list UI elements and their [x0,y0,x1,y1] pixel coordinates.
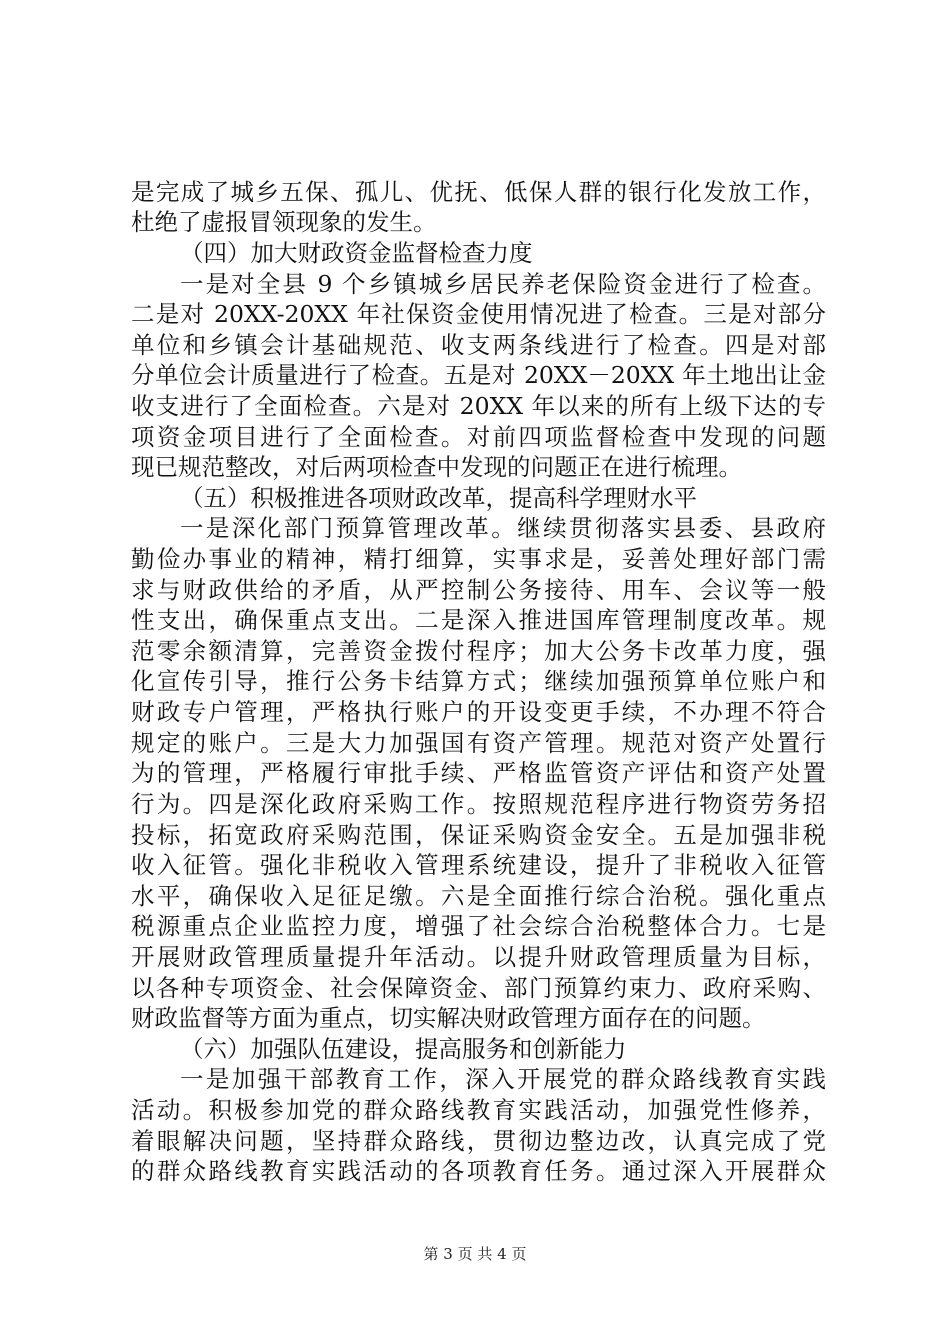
body-line: 现已规范整改，对后两项检查中发现的问题正在进行梳理。 [131,453,742,481]
body-line: 勤俭办事业的精神，精打细算，实事求是，妥善处理好部门需 [131,545,826,573]
body-line: 一是对全县 9 个乡镇城乡居民养老保险资金进行了检查。 [180,270,826,298]
body-line: 一是加强干部教育工作，深入开展党的群众路线教育实践 [180,1065,826,1093]
body-line: 规定的账户。三是大力加强国有资产管理。规范对资产处置行 [131,729,826,757]
section-heading-5: （五）积极推进各项财政改革，提高科学理财水平 [180,484,697,512]
body-line: 化宣传引导，推行公务卡结算方式；继续加强预算单位账户和 [131,667,826,695]
body-line: 投标，拓宽政府采购范围，保证采购资金安全。五是加强非税 [131,821,826,849]
body-line: 财政专户管理，严格执行账户的开设变更手续，不办理不符合 [131,698,826,726]
page-number-footer: 第 3 页 共 4 页 [423,1245,527,1263]
body-line: 项资金项目进行了全面检查。对前四项监督检查中发现的问题 [131,423,826,451]
body-line: 水平，确保收入足征足缴。六是全面推行综合治税。强化重点 [131,882,826,910]
body-line: 二是对 20XX-20XX 年社保资金使用情况进了检查。三是对部分 [131,300,826,328]
body-line: 的群众路线教育实践活动的各项教育任务。通过深入开展群众 [131,1157,826,1185]
body-line: 单位和乡镇会计基础规范、收支两条线进行了检查。四是对部 [131,331,826,359]
body-line: 着眼解决问题，坚持群众路线，贯彻边整边改，认真完成了党 [131,1127,826,1155]
body-line: 以各种专项资金、社会保障资金、部门预算约束力、政府采购、 [131,974,826,1002]
section-heading-6: （六）加强队伍建设，提高服务和创新能力 [180,1035,627,1063]
body-line: 收入征管。强化非税收入管理系统建设，提升了非税收入征管 [131,851,826,879]
body-line: 分单位会计质量进行了检查。五是对 20XX－20XX 年土地出让金 [131,361,826,389]
body-line: 活动。积极参加党的群众路线教育实践活动，加强党性修养， [131,1096,826,1124]
body-line: 为的管理，严格履行审批手续、严格监管资产评估和资产处置 [131,759,826,787]
body-line: 杜绝了虚报冒领现象的发生。 [131,208,437,236]
body-line: 行为。四是深化政府采购工作。按照规范程序进行物资劳务招 [131,790,826,818]
body-line: 求与财政供给的矛盾，从严控制公务接待、用车、会议等一般 [131,576,826,604]
body-line: 范零余额清算，完善资金拨付程序；加大公务卡改革力度，强 [131,637,826,665]
body-line: 一是深化部门预算管理改革。继续贯彻落实县委、县政府 [180,514,826,542]
section-heading-4: （四）加大财政资金监督检查力度 [180,239,533,267]
body-line: 开展财政管理质量提升年活动。以提升财政管理质量为目标， [131,943,826,971]
body-line: 是完成了城乡五保、孤儿、优抚、低保人群的银行化发放工作， [131,178,826,206]
body-line: 收支进行了全面检查。六是对 20XX 年以来的所有上级下达的专 [131,392,826,420]
body-line: 财政监督等方面为重点，切实解决财政管理方面存在的问题。 [131,1004,766,1032]
body-line: 税源重点企业监控力度，增强了社会综合治税整体合力。七是 [131,912,826,940]
body-line: 性支出，确保重点支出。二是深入推进国库管理制度改革。规 [131,606,826,634]
